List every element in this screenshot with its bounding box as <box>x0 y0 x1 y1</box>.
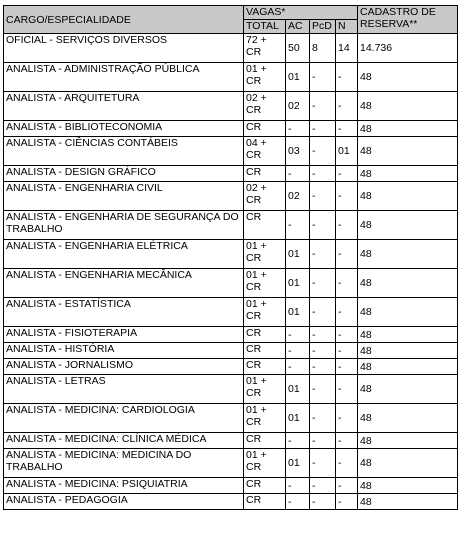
total-cell: CR <box>244 121 286 137</box>
reserva-cell: 48 <box>358 211 458 240</box>
n-cell: - <box>336 269 358 298</box>
pcd-cell: - <box>310 433 336 449</box>
pcd-cell: - <box>310 121 336 137</box>
cargo-cell: ANALISTA - ENGENHARIA ELÉTRICA <box>4 240 244 269</box>
header-total: TOTAL <box>244 20 286 34</box>
vacancy-table <box>3 5 458 510</box>
reserva-cell: 48 <box>358 182 458 211</box>
ac-cell: - <box>286 433 310 449</box>
table-row <box>4 92 458 121</box>
reserva-cell: 48 <box>358 63 458 92</box>
cargo-cell: ANALISTA - ADMINISTRAÇÃO PÚBLICA <box>4 63 244 92</box>
header-cargo: CARGO/ESPECIALIDADE <box>4 6 244 34</box>
table-row <box>4 166 458 182</box>
ac-cell: 01 <box>286 240 310 269</box>
reserva-cell: 48 <box>358 166 458 182</box>
ac-cell: - <box>286 121 310 137</box>
pcd-cell: - <box>310 343 336 359</box>
n-cell: - <box>336 182 358 211</box>
pcd-cell: - <box>310 92 336 121</box>
total-cell: CR <box>244 327 286 343</box>
table-row <box>4 478 458 494</box>
ac-cell: 01 <box>286 298 310 327</box>
ac-cell: - <box>286 359 310 375</box>
cargo-cell: ANALISTA - ARQUITETURA <box>4 92 244 121</box>
total-cell: CR <box>244 494 286 510</box>
total-cell: CR <box>244 343 286 359</box>
n-cell: - <box>336 478 358 494</box>
ac-cell: 02 <box>286 92 310 121</box>
pcd-cell: 8 <box>310 34 336 63</box>
table-header <box>4 6 458 34</box>
table-row <box>4 240 458 269</box>
ac-cell: 01 <box>286 404 310 433</box>
cargo-cell: ANALISTA - MEDICINA: PSIQUIATRIA <box>4 478 244 494</box>
ac-cell: - <box>286 494 310 510</box>
reserva-cell: 48 <box>358 121 458 137</box>
reserva-cell: 48 <box>358 298 458 327</box>
ac-cell: - <box>286 211 310 240</box>
pcd-cell: - <box>310 240 336 269</box>
table-row <box>4 433 458 449</box>
n-cell: - <box>336 343 358 359</box>
cargo-cell: ANALISTA - MEDICINA: CARDIOLOGIA <box>4 404 244 433</box>
cargo-cell: ANALISTA - ESTATÍSTICA <box>4 298 244 327</box>
reserva-cell: 48 <box>358 404 458 433</box>
ac-cell: - <box>286 327 310 343</box>
total-cell: 02 + CR <box>244 92 286 121</box>
total-cell: 02 + CR <box>244 182 286 211</box>
n-cell: - <box>336 166 358 182</box>
pcd-cell: - <box>310 137 336 166</box>
table-row <box>4 359 458 375</box>
table-row <box>4 375 458 404</box>
header-vagas: VAGAS* <box>244 6 358 20</box>
table-row <box>4 121 458 137</box>
n-cell: - <box>336 449 358 478</box>
cargo-cell: ANALISTA - HISTÓRIA <box>4 343 244 359</box>
reserva-cell: 48 <box>358 494 458 510</box>
pcd-cell: - <box>310 449 336 478</box>
reserva-cell: 14.736 <box>358 34 458 63</box>
cargo-cell: ANALISTA - FISIOTERAPIA <box>4 327 244 343</box>
vacancy-table-container <box>3 5 458 510</box>
total-cell: CR <box>244 166 286 182</box>
pcd-cell: - <box>310 327 336 343</box>
table-row <box>4 343 458 359</box>
reserva-cell: 48 <box>358 269 458 298</box>
cargo-cell: ANALISTA - ENGENHARIA CIVIL <box>4 182 244 211</box>
total-cell: 01 + CR <box>244 449 286 478</box>
ac-cell: - <box>286 343 310 359</box>
table-row <box>4 494 458 510</box>
n-cell: - <box>336 240 358 269</box>
n-cell: - <box>336 327 358 343</box>
reserva-cell: 48 <box>358 478 458 494</box>
reserva-cell: 48 <box>358 449 458 478</box>
pcd-cell: - <box>310 269 336 298</box>
cargo-cell: OFICIAL - SERVIÇOS DIVERSOS <box>4 34 244 63</box>
ac-cell: 01 <box>286 449 310 478</box>
cargo-cell: ANALISTA - CIÊNCIAS CONTÁBEIS <box>4 137 244 166</box>
table-body <box>4 34 458 510</box>
total-cell: CR <box>244 359 286 375</box>
cargo-cell: ANALISTA - ENGENHARIA MECÂNICA <box>4 269 244 298</box>
total-cell: 01 + CR <box>244 240 286 269</box>
total-cell: 01 + CR <box>244 298 286 327</box>
header-ac: AC <box>286 20 310 34</box>
pcd-cell: - <box>310 298 336 327</box>
total-cell: 04 + CR <box>244 137 286 166</box>
cargo-cell: ANALISTA - LETRAS <box>4 375 244 404</box>
ac-cell: 01 <box>286 375 310 404</box>
pcd-cell: - <box>310 182 336 211</box>
reserva-cell: 48 <box>358 240 458 269</box>
reserva-cell: 48 <box>358 359 458 375</box>
pcd-cell: - <box>310 404 336 433</box>
cargo-cell: ANALISTA - JORNALISMO <box>4 359 244 375</box>
table-row <box>4 404 458 433</box>
n-cell: - <box>336 298 358 327</box>
cargo-cell: ANALISTA - DESIGN GRÁFICO <box>4 166 244 182</box>
n-cell: - <box>336 404 358 433</box>
header-pcd: PcD <box>310 20 336 34</box>
n-cell: - <box>336 63 358 92</box>
table-row <box>4 182 458 211</box>
cargo-cell: ANALISTA - PEDAGOGIA <box>4 494 244 510</box>
pcd-cell: - <box>310 494 336 510</box>
n-cell: - <box>336 211 358 240</box>
total-cell: CR <box>244 433 286 449</box>
cargo-cell: ANALISTA - ENGENHARIA DE SEGURANÇA DO TRABALHO <box>4 211 244 240</box>
pcd-cell: - <box>310 63 336 92</box>
reserva-cell: 48 <box>358 137 458 166</box>
total-cell: 01 + CR <box>244 375 286 404</box>
cargo-cell: ANALISTA - MEDICINA: CLÍNICA MÉDICA <box>4 433 244 449</box>
ac-cell: - <box>286 478 310 494</box>
total-cell: 01 + CR <box>244 63 286 92</box>
table-row <box>4 137 458 166</box>
ac-cell: 01 <box>286 269 310 298</box>
ac-cell: 50 <box>286 34 310 63</box>
table-row <box>4 63 458 92</box>
n-cell: 01 <box>336 137 358 166</box>
ac-cell: 02 <box>286 182 310 211</box>
total-cell: 01 + CR <box>244 404 286 433</box>
table-row <box>4 449 458 478</box>
ac-cell: - <box>286 166 310 182</box>
reserva-cell: 48 <box>358 92 458 121</box>
n-cell: - <box>336 121 358 137</box>
reserva-cell: 48 <box>358 327 458 343</box>
table-row <box>4 211 458 240</box>
table-row <box>4 34 458 63</box>
table-row <box>4 269 458 298</box>
total-cell: 01 + CR <box>244 269 286 298</box>
reserva-cell: 48 <box>358 433 458 449</box>
pcd-cell: - <box>310 166 336 182</box>
n-cell: - <box>336 494 358 510</box>
table-row <box>4 327 458 343</box>
pcd-cell: - <box>310 375 336 404</box>
reserva-cell: 48 <box>358 375 458 404</box>
n-cell: 14 <box>336 34 358 63</box>
header-cadastro: CADASTRO DE RESERVA** <box>358 6 458 34</box>
total-cell: 72 + CR <box>244 34 286 63</box>
pcd-cell: - <box>310 359 336 375</box>
cargo-cell: ANALISTA - MEDICINA: MEDICINA DO TRABALHO <box>4 449 244 478</box>
cargo-cell: ANALISTA - BIBLIOTECONOMIA <box>4 121 244 137</box>
n-cell: - <box>336 375 358 404</box>
n-cell: - <box>336 92 358 121</box>
ac-cell: 01 <box>286 63 310 92</box>
ac-cell: 03 <box>286 137 310 166</box>
header-n: N <box>336 20 358 34</box>
reserva-cell: 48 <box>358 343 458 359</box>
total-cell: CR <box>244 211 286 240</box>
n-cell: - <box>336 359 358 375</box>
pcd-cell: - <box>310 211 336 240</box>
pcd-cell: - <box>310 478 336 494</box>
total-cell: CR <box>244 478 286 494</box>
n-cell: - <box>336 433 358 449</box>
table-row <box>4 298 458 327</box>
